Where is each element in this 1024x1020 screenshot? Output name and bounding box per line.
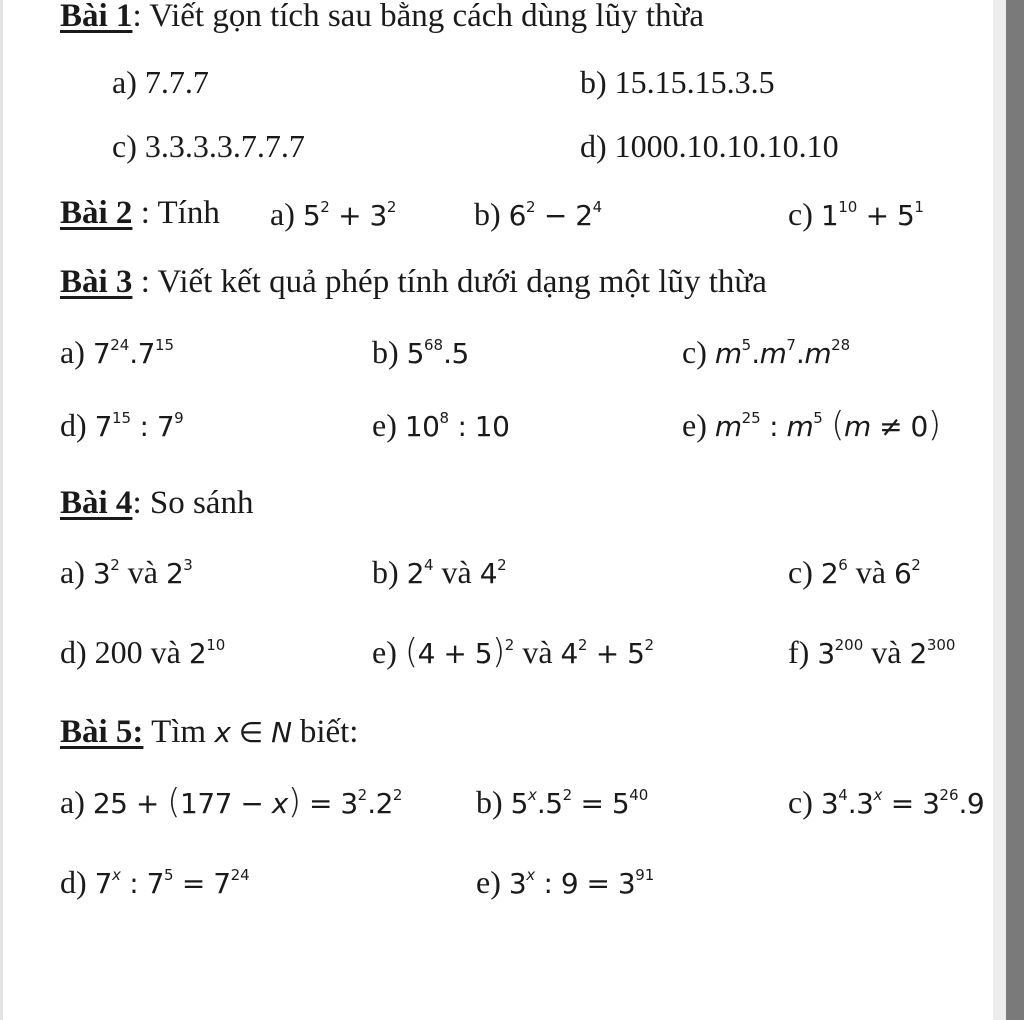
bai5-a-expr: $25 + (177 - x) = 3^2.2^2$ — [92, 782, 403, 822]
bai3-b-label: b) — [372, 334, 399, 370]
bai3-e1-label: e) — [372, 407, 397, 443]
bai1-item-c: c) 3.3.3.3.7.7.7 — [112, 128, 305, 164]
bai3-item-b — [372, 332, 469, 374]
bai4-a-va: và — [127, 554, 158, 590]
bai3-item-e1 — [372, 405, 509, 447]
bai2-a-label: a) — [270, 196, 295, 232]
bai4-d-right: $2^{10}$ — [188, 636, 226, 670]
bai5-b-label: b) — [476, 784, 503, 820]
bai2-item-c — [788, 194, 924, 236]
bai5-title-pre: Tìm — [143, 714, 207, 750]
bai4-b-right: $4^2$ — [479, 556, 507, 590]
bai3-d-label: d) — [60, 407, 87, 443]
bai2-heading — [60, 193, 220, 233]
bai5-label: Bài 5: — [60, 714, 144, 750]
bai3-e2-label: e) — [682, 407, 707, 443]
bai4-c-va: và — [855, 554, 886, 590]
bai4-f-left: $3^{200}$ — [817, 636, 864, 670]
bai4-e-va: và — [522, 634, 553, 670]
bai4-d-va: và — [150, 634, 181, 670]
bai2-title: : Tính — [132, 195, 220, 231]
bai1-label: Bài 1 — [60, 0, 133, 34]
bai4-e-label: e) — [372, 634, 397, 670]
bai5-item-e — [476, 862, 654, 904]
bai4-label: Bài 4 — [60, 485, 133, 521]
bai5-heading — [60, 712, 358, 753]
bai4-item-f — [788, 632, 955, 674]
bai1-title: : Viết gọn tích sau bằng cách dùng lũy thừa — [132, 0, 705, 34]
bai1-item-b: b) 15.15.15.3.5 — [580, 64, 775, 100]
bai3-d-expr: $7^{15}$ : $7^9$ — [94, 409, 184, 443]
bai3-c-expr: $m^5.m^7.m^{28}$ — [714, 336, 851, 370]
bai5-item-b — [476, 782, 648, 824]
bai4-item-b — [372, 552, 507, 594]
bai5-b-expr: $5^x.5^2 = 5^{40}$ — [510, 786, 649, 820]
bai3-b-expr: $5^{68}.5$ — [406, 336, 469, 370]
bai4-b-va: và — [441, 554, 472, 590]
bai3-c-label: c) — [682, 334, 707, 370]
bai2-b-expr: $6^2 - 2^4$ — [508, 198, 603, 232]
bai3-a-expr: $7^{24}.7^{15}$ — [92, 336, 175, 370]
bai4-f-va: và — [871, 634, 902, 670]
bai3-e2-expr: $m^{25}$ : $m^5$ (m ≠ 0) — [714, 405, 941, 445]
bai4-f-right: $2^{300}$ — [909, 636, 956, 670]
bai5-item-a — [60, 782, 402, 824]
bai5-item-d — [60, 862, 250, 904]
bai1-item-d: d) 1000.10.10.10.10 — [580, 128, 839, 164]
bai4-a-left: $3^2$ — [92, 556, 120, 590]
bai4-a-label: a) — [60, 554, 85, 590]
bai4-item-a — [60, 552, 193, 594]
bai4-c-label: c) — [788, 554, 813, 590]
bai4-item-d — [60, 632, 225, 674]
bai5-title-expr: x ∈ N — [214, 716, 292, 749]
scrollbar-thumb[interactable] — [1006, 0, 1024, 1020]
bai5-c-expr: $3^4.3^x = 3^{26}.9$ — [820, 786, 985, 820]
bai4-item-c — [788, 552, 921, 594]
bai5-a-label: a) — [60, 784, 85, 820]
bai4-heading — [60, 483, 253, 523]
scrollbar[interactable] — [993, 0, 1024, 1020]
bai5-e-label: e) — [476, 864, 501, 900]
bai3-item-a — [60, 332, 174, 374]
bai5-d-label: d) — [60, 864, 87, 900]
bai5-title-post: biết: — [299, 714, 359, 750]
bai5-c-label: c) — [788, 784, 813, 820]
bai1-heading — [60, 0, 704, 36]
bai3-item-c — [682, 332, 850, 374]
bai4-c-left: $2^6$ — [820, 556, 848, 590]
bai4-b-label: b) — [372, 554, 399, 590]
bai5-item-c — [788, 782, 993, 824]
bai4-title: : So sánh — [132, 485, 254, 521]
bai4-e-left: $(4 + 5)^2$ — [404, 632, 515, 672]
bai2-c-label: c) — [788, 196, 813, 232]
bai4-e-right: $4^2 + 5^2$ — [560, 636, 655, 670]
bai5-e-expr: 3$^x$ : $9 = 3^{91}$ — [508, 866, 655, 900]
bai3-item-d — [60, 405, 184, 447]
bai3-item-e2 — [682, 405, 941, 447]
bai3-label: Bài 3 — [60, 264, 133, 300]
bai2-item-a — [270, 194, 396, 236]
bai4-c-right: $6^2$ — [893, 556, 921, 590]
bai3-e1-expr: $10^8$ : 10 — [404, 409, 510, 443]
bai4-a-right: $2^3$ — [165, 556, 193, 590]
bai4-f-label: f) — [788, 634, 810, 670]
page-left-edge — [0, 0, 3, 1020]
bai2-item-b — [474, 194, 602, 236]
bai4-item-e — [372, 632, 654, 674]
bai3-title: : Viết kết quả phép tính dưới dạng một lũy thừa — [132, 264, 767, 300]
bai3-heading — [60, 262, 767, 302]
bai4-b-left: $2^4$ — [406, 556, 434, 590]
bai2-b-label: b) — [474, 196, 501, 232]
bai5-d-expr: 7$^x$ : $7^5 = 7^{24}$ — [94, 866, 250, 900]
bai1-item-a: a) 7.7.7 — [112, 64, 209, 100]
bai4-d-label: d) 200 — [60, 634, 143, 670]
bai2-label: Bài 2 — [60, 195, 133, 231]
bai3-a-label: a) — [60, 334, 85, 370]
bai2-c-expr: $1^{10} + 5^1$ — [820, 198, 924, 232]
bai2-a-expr: $5^2 + 3^2$ — [302, 198, 397, 232]
